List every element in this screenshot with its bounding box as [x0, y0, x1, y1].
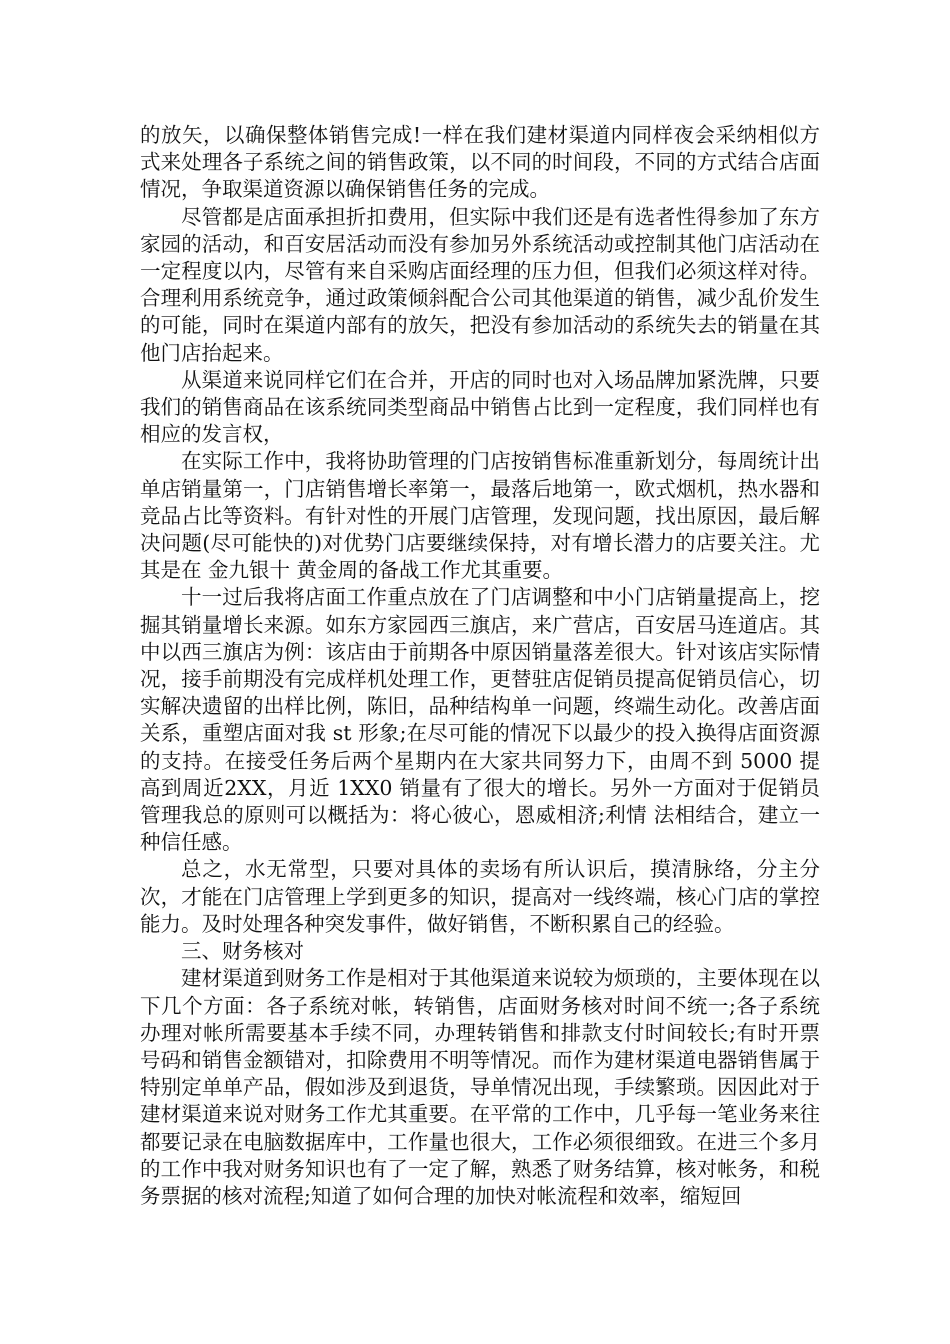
paragraph-discount-activities: 尽管都是店面承担折扣费用，但实际中我们还是有选者性得参加了东方家园的活动，和百安居活动而没有参加另外系统活动或控制其他门店活动在一定程度以内，尽管有来自采购店面经理的压力但，但我们必须这样对待。合理利用系统竞争，通过政策倾斜配合公司其他渠道的销售，减少乱价发生的可能，同时在渠道内部有的放矢，把没有参加活动的系统失去的销量在其他门店抬起来。 [140, 204, 820, 365]
paragraph-continuation: 的放矢，以确保整体销售完成!一样在我们建材渠道内同样夜会采纳相似方式来处理各子系统之间的销售政策，以不同的时间段，不同的方式结合店面情况，争取渠道资源以确保销售任务的完成。 [140, 123, 820, 202]
section-heading-finance: 三、财务核对 [181, 939, 304, 964]
paragraph-finance-reconciliation: 建材渠道到财务工作是相对于其他渠道来说较为烦琐的，主要体现在以下几个方面：各子系统对帐，转销售，店面财务核对时间不统一;各子系统办理对帐所需要基本手续不同，办理转销售和排款支付时间较长;有时开票号码和销售金额错对，扣除费用不明等情况。而作为建材渠道电器销售属于特别定单单产品，假如涉及到退货，导单情况出现，手续繁琐。因因此对于建材渠道来说对财务工作尤其重要。在平常的工作中，几乎每一笔业务来往都要记录在电脑数据库中，工作量也很大，工作必须很细致。在进三个多月的工作中我对财务知识也有了一定了解，熟悉了财务结算，核对帐务，和税务票据的核对流程;知道了如何合理的加快对帐流程和效率，缩短回 [140, 966, 820, 1208]
paragraph-summary: 总之，水无常型，只要对具体的卖场有所认识后，摸清脉络，分主分次，才能在门店管理上学到更多的知识，提高对一线终端，核心门店的掌控能力。及时处理各种突发事件，做好销售，不断积累自己的经验。 [140, 857, 820, 936]
paragraph-store-management: 在实际工作中，我将协助管理的门店按销售标准重新划分，每周统计出单店销量第一，门店销售增长率第一，最落后地第一，欧式烟机，热水器和竞品占比等资料。有针对性的开展门店管理，发现问题，找出原因，最后解决问题(尽可能快的)对优势门店要继续保持，对有增长潜力的店要关注。尤其是在 金九银十 黄金周的备战工作尤其重要。 [140, 449, 820, 583]
paragraph-channel-brands: 从渠道来说同样它们在合并，开店的同时也对入场品牌加紧洗牌，只要我们的销售商品在该系统同类型商品中销售占比到一定程度，我们同样也有相应的发言权， [140, 367, 820, 447]
paragraph-store-adjustment: 十一过后我将店面工作重点放在了门店调整和中小门店销量提高上，挖掘其销量增长来源。如东方家园西三旗店，来广营店，百安居马连道店。其中以西三旗店为例：该店由于前期各中原因销量落差很大。针对该店实际情况，接手前期没有完成样机处理工作，更替驻店促销员提高促销员信心，切实解决遗留的出样比例，陈旧，品种结构单一问题，终端生动化。改善店面关系，重塑店面对我 st 形象;在尽可能的情况下以最少的投入换得店面资源的支持。在接受任务后两个星期内在大家共同努力下，由周不到 5000 提高到周近2XX，月近 1XX0 销量有了很大的增长。另外一方面对于促销员管理我总的原则可以概括为：将心彼心，恩威相济;利情 法相结合，建立一种信任感。 [140, 585, 820, 855]
document-body [140, 122, 820, 1210]
